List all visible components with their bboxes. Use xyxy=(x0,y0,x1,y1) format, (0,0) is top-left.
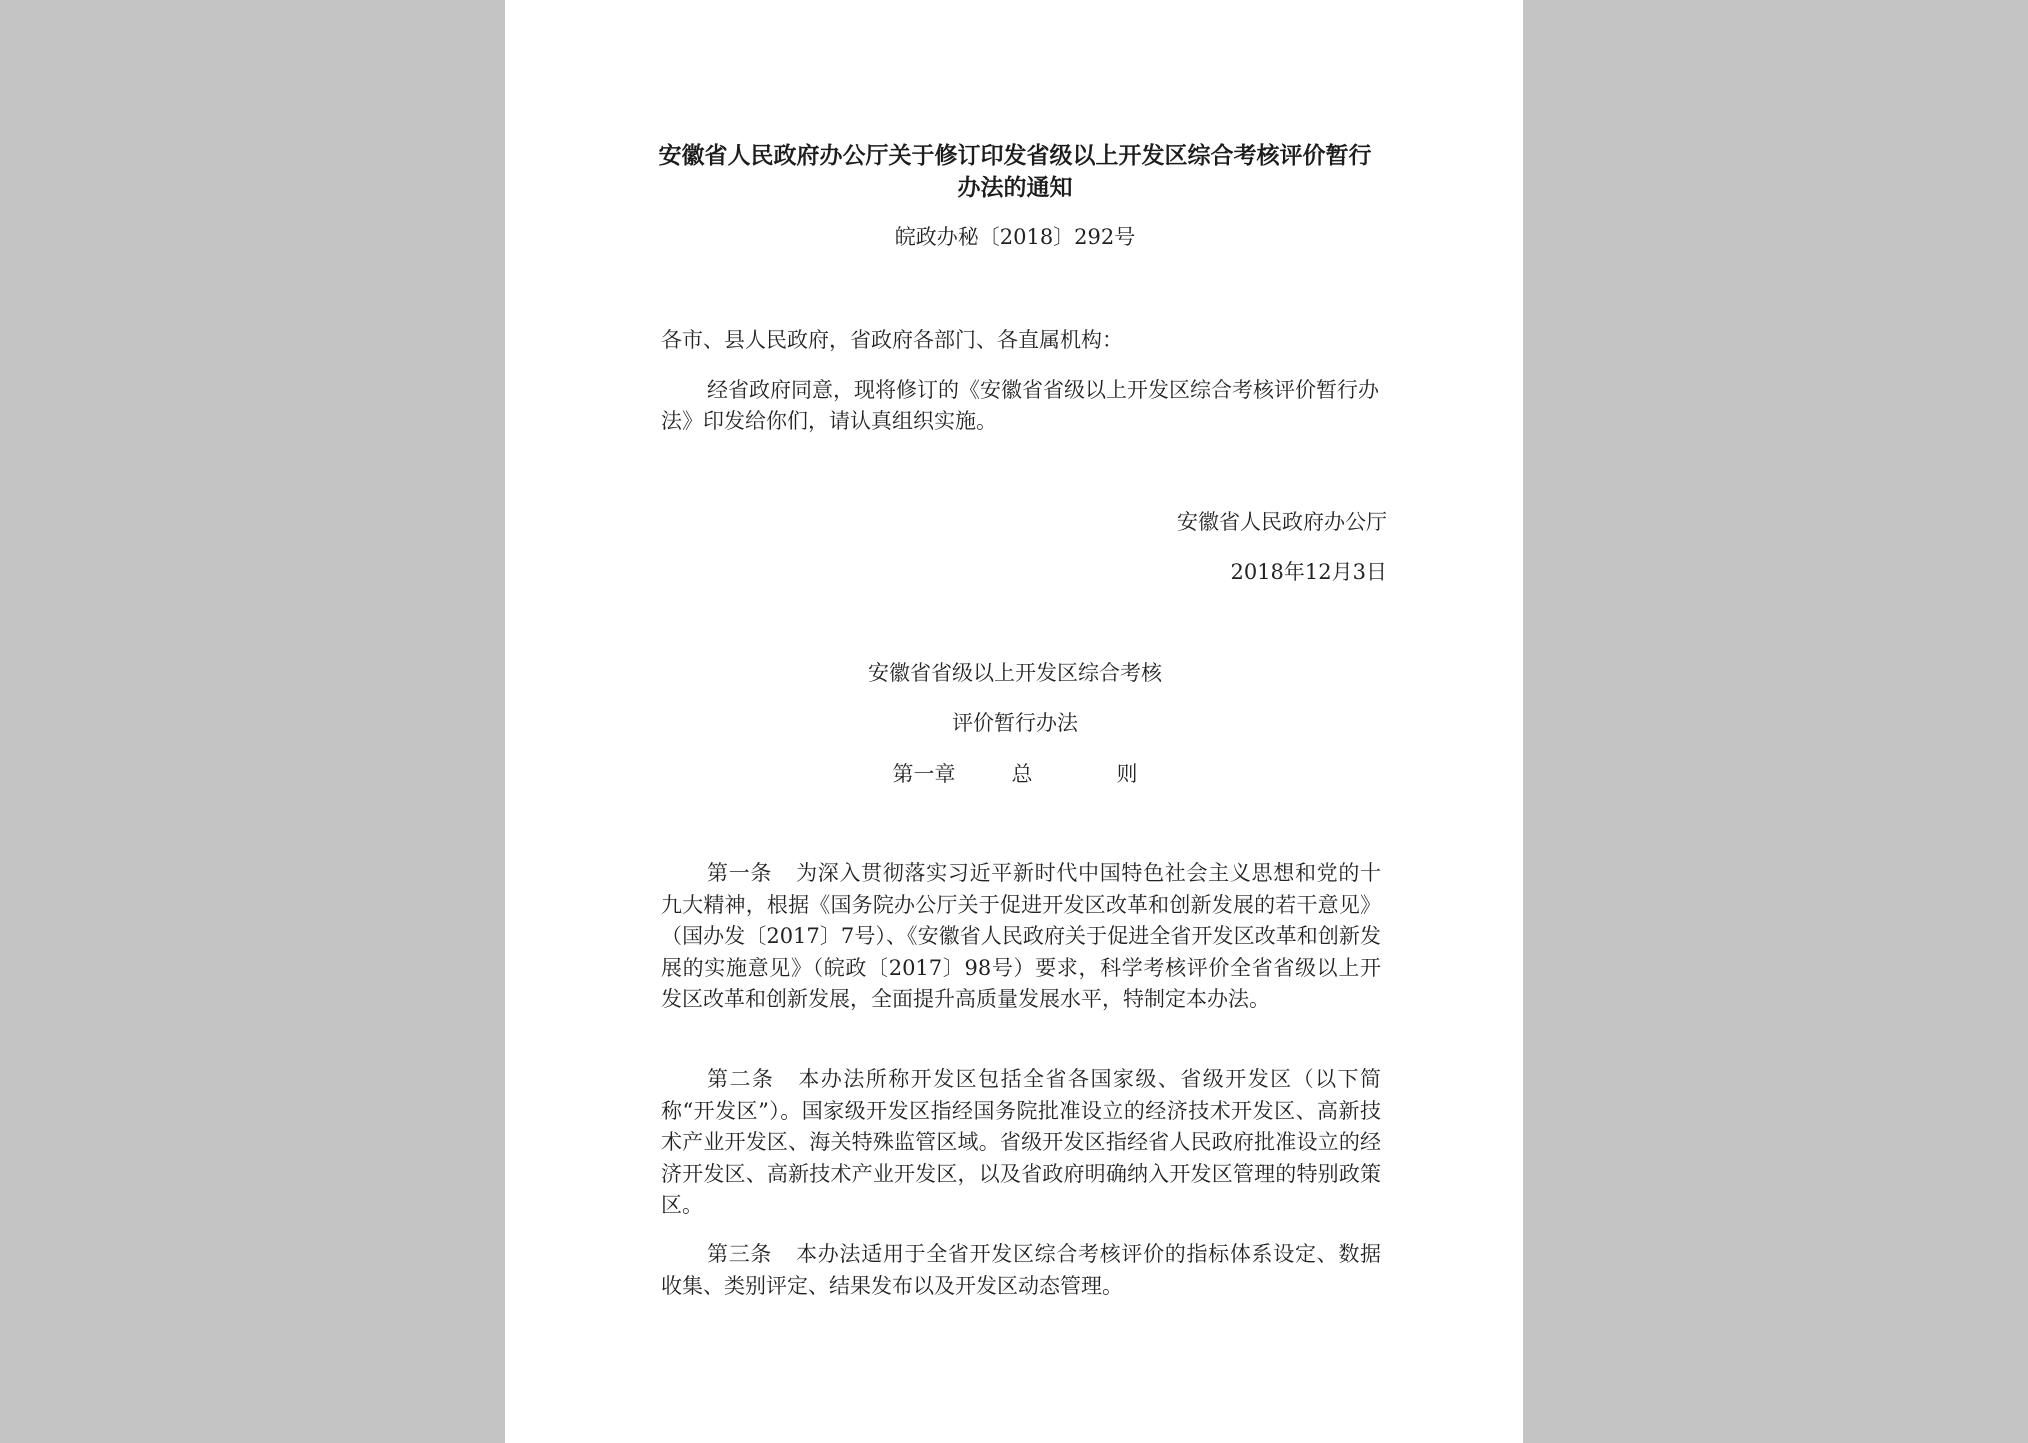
article-2 xyxy=(661,1064,1381,1222)
document-number: 皖政办秘〔2018〕292号 xyxy=(894,225,1136,249)
article-label: 第一条 xyxy=(707,861,773,885)
measures-title-line-1: 安徽省省级以上开发区综合考核 xyxy=(868,661,1162,685)
article-text: 本办法所称开发区包括全省各国家级、省级开发区（以下简称“开发区”）。国家级开发区指经国务院批准设立的经济技术开发区、高新技术产业开发区、海关特殊监管区域。省级开发区指经省人民政府批准设立的经济开发区、高新技术产业开发区，以及省政府明确纳入开发区管理的特别政策区。 xyxy=(661,1067,1382,1217)
chapter-label: 第一章 xyxy=(892,762,956,786)
document-page xyxy=(505,0,1523,1443)
measures-title-line-2: 评价暂行办法 xyxy=(952,711,1078,735)
article-text: 为深入贯彻落实习近平新时代中国特色社会主义思想和党的十九大精神，根据《国务院办公厅关于促进开发区改革和创新发展的若干意见》（国办发〔2017〕7号）、《安徽省人民政府关于促进全省开发区改革和创新发展的实施意见》（皖政〔2017〕98号）要求，科学考核评价全省省级以上开发区改革和创新发展，全面提升高质量发展水平，特制定本办法。 xyxy=(661,861,1382,1011)
article-text: 本办法适用于全省开发区综合考核评价的指标体系设定、数据收集、类别评定、结果发布以及开发区动态管理。 xyxy=(661,1242,1382,1298)
article-label: 第三条 xyxy=(707,1242,773,1266)
article-label: 第二条 xyxy=(707,1067,775,1091)
addressee-line: 各市、县人民政府，省政府各部门、各直属机构： xyxy=(661,328,1123,352)
chapter-name-part-2: 则 xyxy=(1116,762,1138,786)
article-1 xyxy=(661,858,1381,1016)
chapter-heading xyxy=(655,760,1375,788)
intro-paragraph: 经省政府同意，现将修订的《安徽省省级以上开发区综合考核评价暂行办法》印发给你们，请认真组织实施。 xyxy=(661,378,1379,433)
signature-organization: 安徽省人民政府办公厅 xyxy=(1177,510,1387,534)
article-3 xyxy=(661,1239,1381,1302)
chapter-name-part-1: 总 xyxy=(1011,762,1033,786)
document-title: 安徽省人民政府办公厅关于修订印发省级以上开发区综合考核评价暂行办法的通知 xyxy=(658,143,1372,201)
signature-date: 2018年12月3日 xyxy=(1230,560,1387,584)
